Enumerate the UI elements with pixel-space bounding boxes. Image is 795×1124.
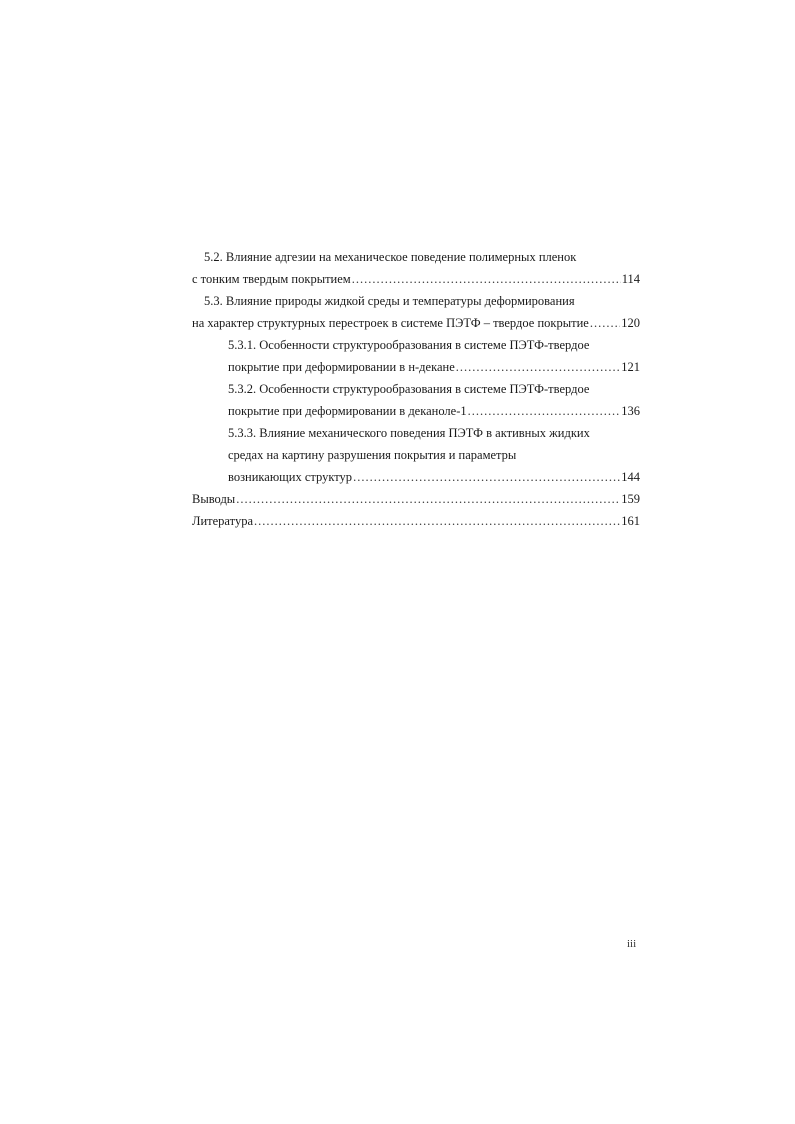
toc-entry-text: возникающих структур [228,470,353,484]
toc-page-number: 144 [621,470,640,484]
toc-entry-text: 5.2. Влияние адгезии на механическое поведение полимерных пленок [204,250,577,264]
toc-entry-5-3-3-line-3 [192,466,640,488]
toc-entry-text: средах на картину разрушения покрытия и параметры [228,448,517,462]
toc-entry-5-3-2-line-2 [192,400,640,422]
toc-entry-5-3-2-line-1 [192,378,640,400]
toc-page-number: 159 [621,492,640,506]
dot-leader [254,510,620,532]
toc-page-number: 120 [621,316,640,330]
dot-leader [236,488,620,510]
toc-entry-5-3-line-2 [192,312,640,334]
toc-entry-text: 5.3.2. Особенности структурообразования в системе ПЭТФ-твердое [228,382,590,396]
toc-page-number: 161 [621,514,640,528]
toc-entry-5-2-line-1 [192,246,640,268]
toc-entry-text: на характер структурных перестроек в системе ПЭТФ – твердое покрытие [192,316,589,330]
toc-page-number: 121 [621,360,640,374]
page-footer-number: iii [627,938,637,950]
dot-leader [590,312,620,334]
dot-leader [468,400,621,422]
toc-entry-5-3-1-line-2 [192,356,640,378]
toc-entry-5-3-1-line-1 [192,334,640,356]
toc-page-number: 136 [621,404,640,418]
toc-entry-5-3-line-1 [192,290,640,312]
dot-leader [352,268,621,290]
toc-entry-text: покрытие при деформировании в н-декане [228,360,455,374]
toc-entry-text: с тонким твердым покрытием [192,272,351,286]
toc-entry-text: 5.3.1. Особенности структурообразования в системе ПЭТФ-твердое [228,338,590,352]
toc-page-number: 114 [621,272,640,286]
toc-entry-text: Выводы [192,492,236,506]
toc-entry-text: 5.3.3. Влияние механического поведения ПЭТФ в активных жидких [228,426,590,440]
table-of-contents [192,246,640,532]
dot-leader [456,356,621,378]
toc-entry-5-2-line-2 [192,268,640,290]
toc-entry-text: Литература [192,514,253,528]
toc-entry-5-3-3-line-1 [192,422,640,444]
toc-entry-references [192,510,640,532]
toc-entry-text: 5.3. Влияние природы жидкой среды и температуры деформирования [204,294,575,308]
toc-entry-5-3-3-line-2 [192,444,640,466]
dot-leader [353,466,620,488]
toc-entry-text: покрытие при деформировании в деканоле-1 [228,404,467,418]
toc-entry-conclusions [192,488,640,510]
